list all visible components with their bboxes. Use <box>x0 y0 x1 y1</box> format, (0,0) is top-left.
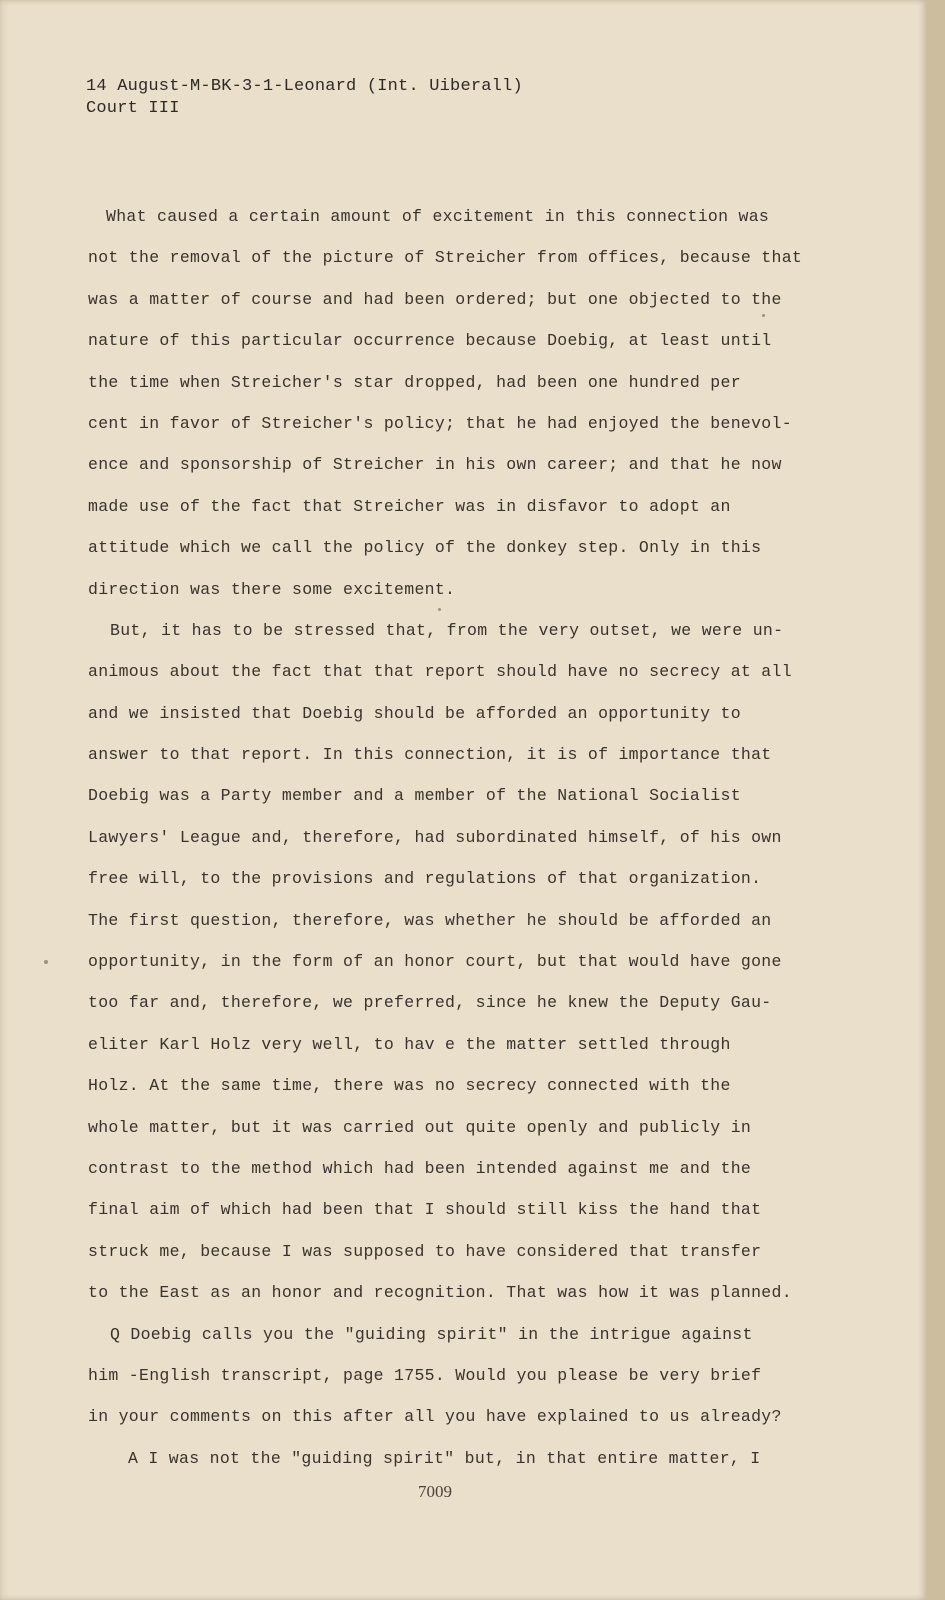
text-line: contrast to the method which had been intended against me and the <box>88 1158 752 1178</box>
transcript-body <box>88 196 808 1479</box>
paper-speck <box>44 960 48 964</box>
answer-line: A I was not the "guiding spirit" but, in that entire matter, I <box>128 1448 761 1468</box>
text-line: ence and sponsorship of Streicher in his own career; and that he now <box>88 455 782 475</box>
text-line: cent in favor of Streicher's policy; that he had enjoyed the benevol- <box>88 413 792 433</box>
text-line: answer to that report. In this connection, it is of importance that <box>88 745 772 765</box>
header-line-2: Court III <box>86 99 180 118</box>
text-line: to the East as an honor and recognition. That was how it was planned. <box>88 1283 792 1303</box>
page-number: 7009 <box>418 1482 452 1501</box>
text-line: struck me, because I was supposed to have considered that transfer <box>88 1241 762 1261</box>
text-line: whole matter, but it was carried out quite openly and publicly in <box>88 1117 752 1137</box>
text-line: was a matter of course and had been ordered; but one objected to the <box>88 289 782 309</box>
text-line: Lawyers' League and, therefore, had subordinated himself, of his own <box>88 827 782 847</box>
text-line: not the removal of the picture of Streicher from offices, because that <box>88 248 803 268</box>
text-line: The first question, therefore, was whether he should be afforded an <box>88 910 772 930</box>
text-line: Holz. At the same time, there was no secrecy connected with the <box>88 1076 731 1096</box>
paper-speck <box>438 608 441 611</box>
text-line: made use of the fact that Streicher was in disfavor to adopt an <box>88 496 731 516</box>
text-line: in your comments on this after all you have explained to us already? <box>88 1407 782 1427</box>
text-line: What caused a certain amount of excitement in this connection was <box>106 207 770 226</box>
question-line: Q Doebig calls you the "guiding spirit" in the intrigue against <box>110 1324 753 1344</box>
text-line: free will, to the provisions and regulations of that organization. <box>88 869 762 889</box>
text-line: opportunity, in the form of an honor court, but that would have gone <box>88 952 782 972</box>
text-line: too far and, therefore, we preferred, since he knew the Deputy Gau- <box>88 993 772 1013</box>
text-line: Doebig was a Party member and a member of the National Socialist <box>88 786 741 806</box>
paper-speck <box>762 314 765 317</box>
header-line-1: 14 August-M-BK-3-1-Leonard (Int. Uiberall) <box>86 77 523 96</box>
text-line: attitude which we call the policy of the donkey step. Only in this <box>88 538 762 558</box>
text-line: eliter Karl Holz very well, to hav e the matter settled through <box>88 1034 731 1054</box>
text-line: nature of this particular occurrence because Doebig, at least until <box>88 331 772 351</box>
text-line: the time when Streicher's star dropped, had been one hundred per <box>88 372 741 392</box>
text-line: him -English transcript, page 1755. Would you please be very brief <box>88 1365 762 1385</box>
text-line: and we insisted that Doebig should be afforded an opportunity to <box>88 703 741 723</box>
text-line: But, it has to be stressed that, from the very outset, we were un- <box>110 620 784 640</box>
document-header <box>86 76 523 120</box>
text-line: animous about the fact that that report should have no secrecy at all <box>88 662 792 682</box>
scan-edge <box>926 0 945 1600</box>
text-line: final aim of which had been that I should still kiss the hand that <box>88 1200 762 1220</box>
text-line: direction was there some excitement. <box>88 579 456 599</box>
